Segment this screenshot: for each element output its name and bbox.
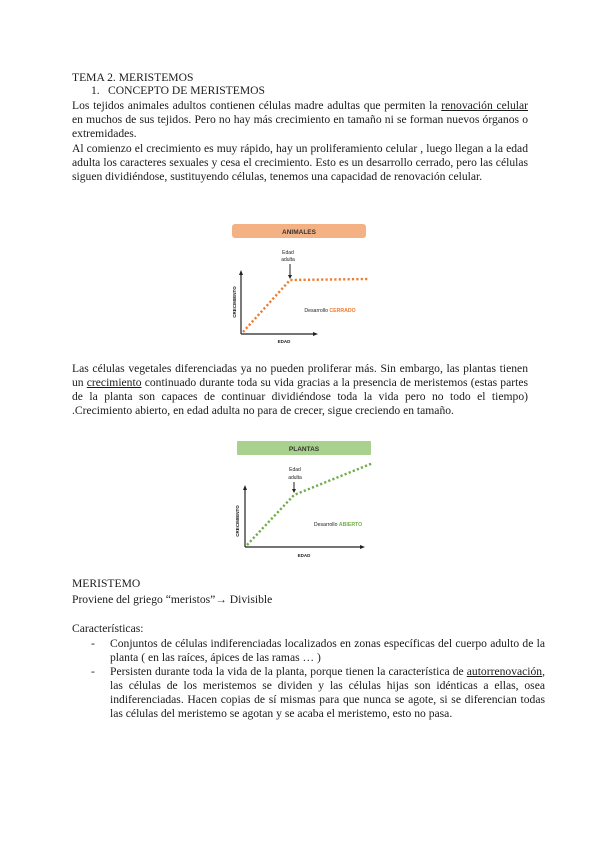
plantas-y-label: CRECIMIENTO: [235, 505, 240, 537]
animales-x-arrow-icon: [313, 332, 318, 336]
plantas-y-arrow-icon: [243, 485, 247, 490]
paragraph-3-text-a: Las células vegetales diferenciadas ya no pueden proliferar más. Sin embargo, las plantas tienen un: [72, 362, 528, 389]
figure-animales: [226, 222, 376, 350]
paragraph-2: Al comienzo el crecimiento es muy rápido, hay un proliferamiento celular , luego llegan a la edad adulta los caracteres sexuales y cesa el crecimiento. Esto es un desarrollo cerrado, pero las células siguen dividiéndose, sustituyendo células, tenemos una capacidad de renovación celular.: [72, 142, 528, 183]
plantas-legend-prefix: Desarrollo: [313, 522, 339, 528]
paragraph-3-text-b: continuado durante toda su vida gracias a la presencia de meristemos (estas partes de la planta son capaces de continuar dividiéndose toda la vida pero no todo el tiempo) .Crecimiento abierto, en edad adulta no para de crecer, sigue creciendo en tamaño.: [72, 376, 528, 417]
animales-marker-arrowhead-icon: [288, 275, 292, 279]
paragraph-1-text-a: Los tejidos animales adultos contienen células madre adultas que permiten la: [72, 99, 442, 112]
animales-marker-line2: adulta: [281, 257, 295, 263]
section-title: CONCEPTO DE MERISTEMOS: [108, 84, 265, 97]
paragraph-1-text-b: en muchos de sus tejidos. Pero no hay más crecimiento en tamaño ni se forman nuevos órganos o extremidades.: [72, 113, 528, 140]
bullet-2-text-b: , las células de los meristemos se dividen y las células hijas son idénticas a ellas, osea indiferenciadas. Hacen copias de sí mismas para que nunca se agote, si se diferencian todas las células del meristemo se agotan y se acaba el meristemo, esto no pasa.: [110, 665, 545, 720]
plantas-legend-highlight: ABIERTO: [338, 522, 363, 528]
animales-legend-prefix: Desarrollo: [304, 308, 330, 314]
figure-plantas-svg: [231, 439, 377, 563]
animales-x-label: EDAD: [277, 339, 291, 344]
figure-plantas: [231, 439, 377, 563]
plantas-legend: [314, 522, 362, 528]
renovacion-celular-term: renovación celular: [441, 99, 528, 112]
plantas-marker-line2: adulta: [288, 475, 302, 481]
bullet-text: [110, 637, 545, 665]
paragraph-1: [72, 99, 528, 141]
bullet-text: [110, 665, 545, 721]
plantas-growth-curve: [247, 463, 373, 545]
bullet-1-text: Conjuntos de células indiferenciadas localizados en zonas específicas del cuerpo adulto de la planta ( en las raíces, ápices de las ramas … ): [110, 637, 545, 664]
figure-animales-svg: [226, 222, 376, 350]
crecimiento-term: crecimiento: [86, 376, 142, 389]
plantas-marker-line1: Edad: [289, 467, 301, 473]
plantas-header-label: PLANTAS: [288, 446, 320, 453]
section-number: 1.: [91, 84, 100, 97]
animales-growth-curve: [243, 279, 368, 332]
animales-header-label: ANIMALES: [282, 229, 316, 236]
animales-y-arrow-icon: [239, 270, 243, 275]
plantas-marker-arrowhead-icon: [292, 489, 296, 493]
animales-y-label: CRECIMIENTO: [232, 286, 237, 318]
plantas-x-label: EDAD: [297, 553, 311, 558]
bullet-2-text-a: Persisten durante toda la vida de la planta, porque tienen la característica de: [110, 665, 467, 678]
animales-legend: [304, 308, 355, 314]
animales-legend-highlight: CERRADO: [329, 308, 356, 314]
animales-marker-line1: Edad: [282, 250, 294, 256]
meristemo-heading: MERISTEMO: [72, 577, 141, 590]
caracteristicas-label: Características:: [72, 622, 144, 635]
document-title: TEMA 2. MERISTEMOS: [72, 71, 194, 84]
origin-line: Proviene del griego “meristos”→ Divisible: [72, 593, 273, 606]
plantas-x-arrow-icon: [360, 545, 365, 549]
autorrenovacion-term: autorrenovación: [466, 665, 543, 678]
bullet-dash: -: [91, 665, 95, 678]
paragraph-3: [72, 362, 528, 418]
bullet-dash: -: [91, 637, 95, 650]
